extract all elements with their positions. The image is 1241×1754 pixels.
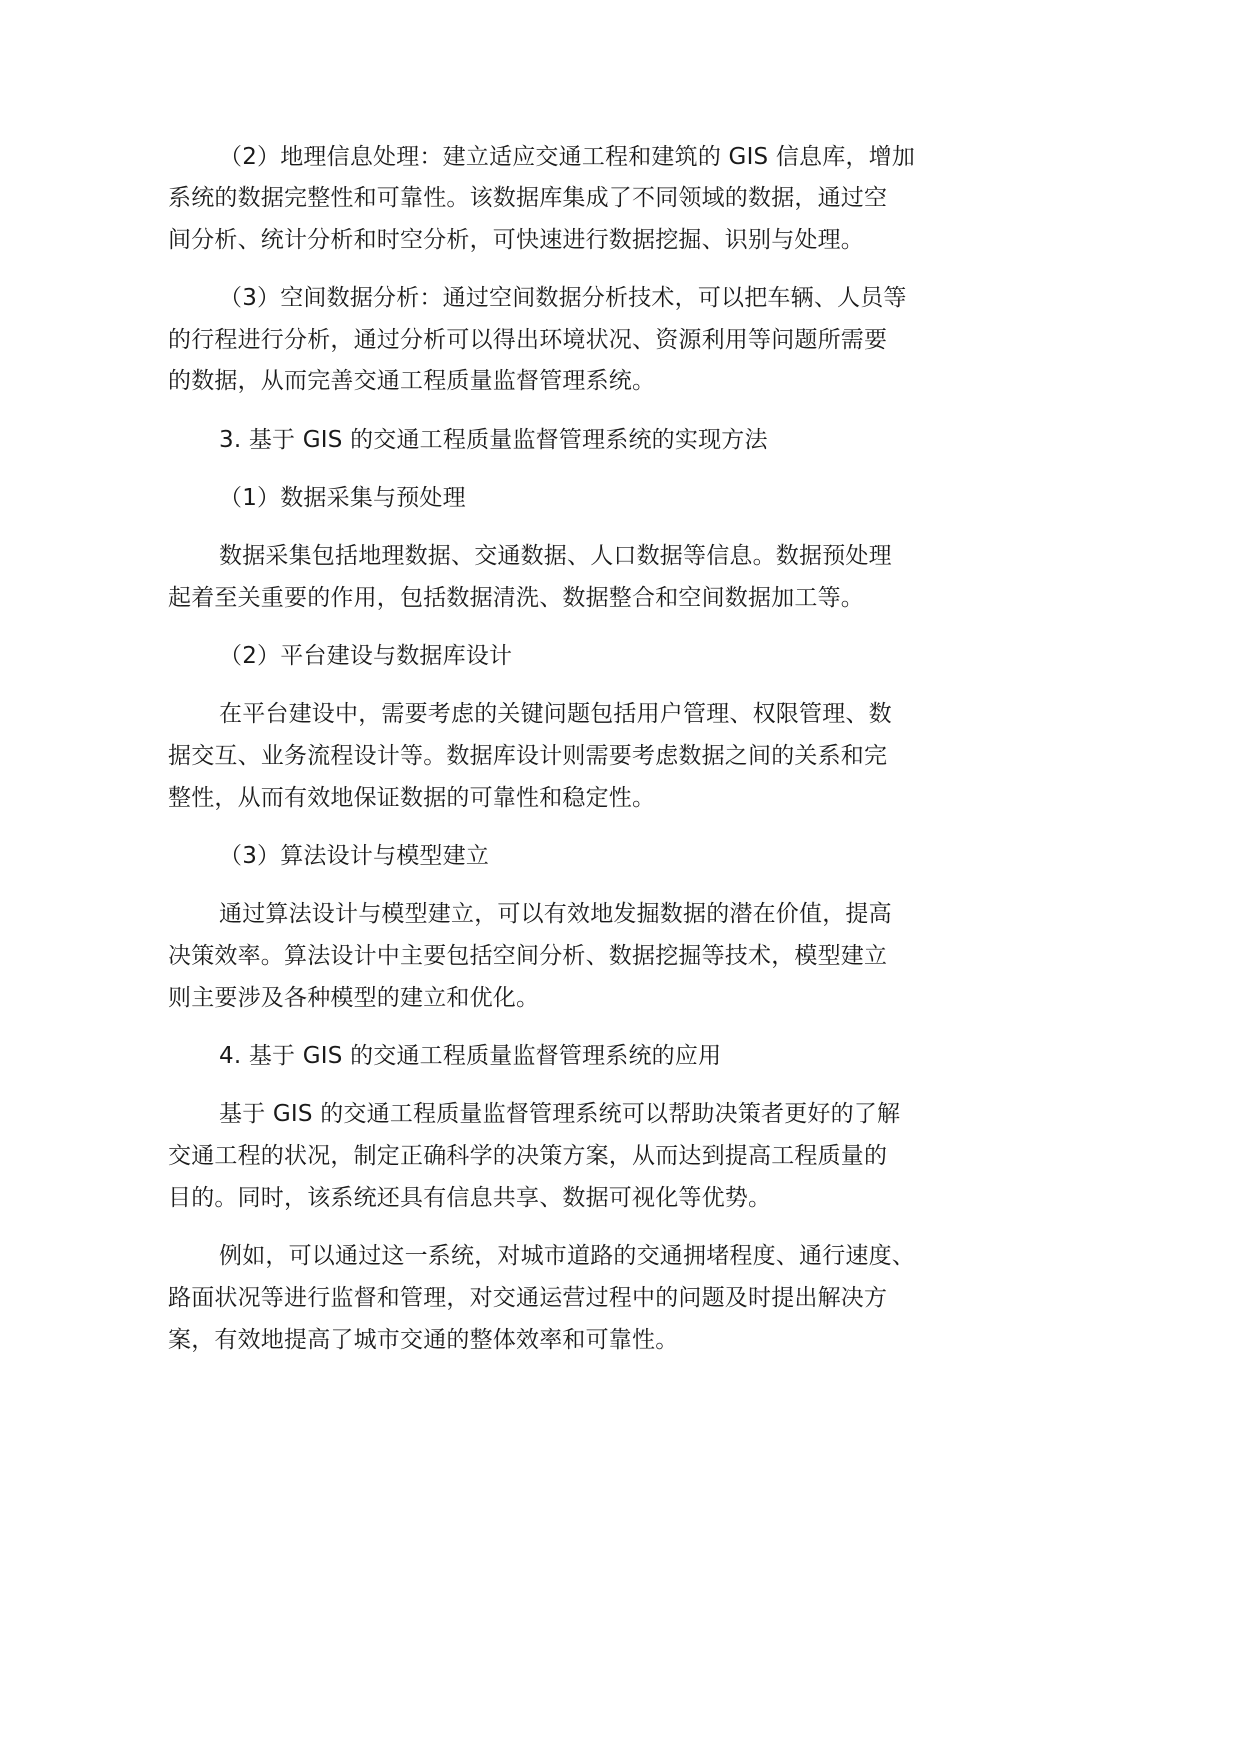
text-line: 路面状况等进行监督和管理，对交通运营过程中的问题及时提出解决方 [168,1285,888,1311]
text-line: 基于 GIS 的交通工程质量监督管理系统可以帮助决策者更好的了解 [219,1101,901,1127]
text-line: 则主要涉及各种模型的建立和优化。 [168,985,540,1011]
text-line: 据交互、业务流程设计等。数据库设计则需要考虑数据之间的关系和完 [168,743,888,769]
text-line: 通过算法设计与模型建立，可以有效地发掘数据的潜在价值，提高 [219,901,892,927]
text-line: 案，有效地提高了城市交通的整体效率和可靠性。 [168,1327,679,1353]
section-heading-application: 4. 基于 GIS 的交通工程质量监督管理系统的应用 [219,1043,722,1069]
text-line: （2）地理信息处理：建立适应交通工程和建筑的 GIS 信息库，增加 [219,144,916,170]
text-line: 起着至关重要的作用，包括数据清洗、数据整合和空间数据加工等。 [168,585,864,611]
text-line: 目的。同时，该系统还具有信息共享、数据可视化等优势。 [168,1185,772,1211]
text-line: （3）空间数据分析：通过空间数据分析技术，可以把车辆、人员等 [219,285,907,311]
section-heading-implementation: 3. 基于 GIS 的交通工程质量监督管理系统的实现方法 [219,427,768,453]
text-line: 的数据，从而完善交通工程质量监督管理系统。 [168,368,656,394]
text-line: 整性，从而有效地保证数据的可靠性和稳定性。 [168,785,656,811]
text-line: 系统的数据完整性和可靠性。该数据库集成了不同领域的数据，通过空 [168,185,888,211]
text-line: 交通工程的状况，制定正确科学的决策方案，从而达到提高工程质量的 [168,1143,888,1169]
subheading-data-collection: （1）数据采集与预处理 [219,485,466,511]
text-line: 在平台建设中，需要考虑的关键问题包括用户管理、权限管理、数 [219,701,892,727]
text-line: 例如，可以通过这一系统，对城市道路的交通拥堵程度、通行速度、 [219,1243,915,1269]
subheading-algorithm-model: （3）算法设计与模型建立 [219,843,490,869]
text-line: 数据采集包括地理数据、交通数据、人口数据等信息。数据预处理 [219,543,892,569]
text-line: 决策效率。算法设计中主要包括空间分析、数据挖掘等技术，模型建立 [168,943,888,969]
subheading-platform-database: （2）平台建设与数据库设计 [219,643,513,669]
text-line: 间分析、统计分析和时空分析，可快速进行数据挖掘、识别与处理。 [168,227,864,253]
text-line: 的行程进行分析，通过分析可以得出环境状况、资源利用等问题所需要 [168,327,888,353]
